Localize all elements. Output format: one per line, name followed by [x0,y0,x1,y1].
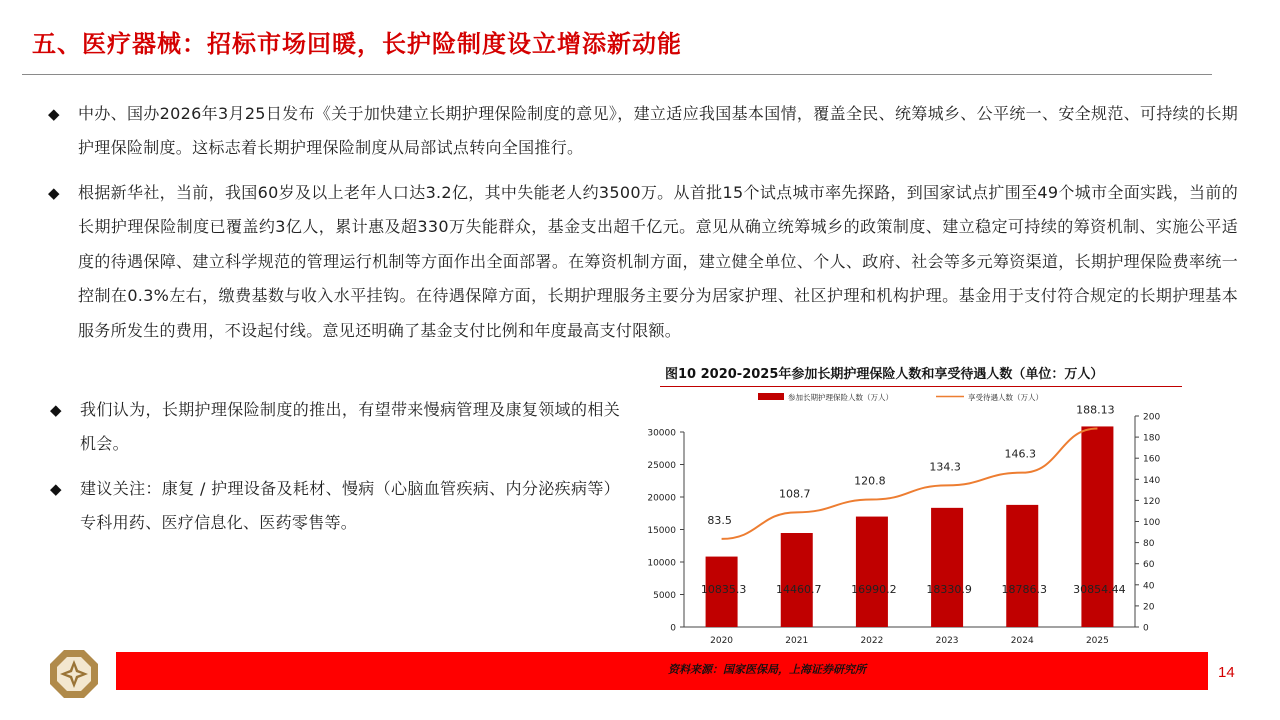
bullet-paragraph-2 [48,176,1238,348]
left-axis-tick-label: 20000 [647,493,676,504]
bar [1081,426,1113,627]
diamond-bullet-icon: ◆ [50,401,62,419]
left-axis-tick-label: 0 [670,623,676,634]
bar-data-label: 30854.44 [1073,583,1126,596]
bullet-paragraph-1 [48,97,1238,166]
footer-source: 资料来源：国家医保局，上海证券研究所 [668,663,866,676]
right-axis-tick-label: 60 [1143,560,1155,571]
line-data-label: 108.7 [779,487,811,501]
left-axis-tick-label: 5000 [653,591,676,601]
line-data-label: 134.3 [929,460,961,474]
right-axis-tick-label: 160 [1143,454,1161,465]
bullet-text-4: 建议关注：康复 / 护理设备及耗材、慢病（心脑血管疾病、内分泌疾病等）专科用药、医疗信息化、医药零售等。 [80,479,620,533]
x-axis-tick-label: 2025 [1085,636,1109,646]
bullet-paragraph-4 [50,472,620,541]
right-axis-tick-label: 100 [1143,518,1161,528]
diamond-bullet-icon: ◆ [48,105,60,123]
x-axis-tick-label: 2020 [710,636,734,646]
right-axis-tick-label: 80 [1143,539,1155,550]
bar-data-label: 18786.3 [1001,583,1047,596]
left-axis-tick-label: 25000 [647,461,676,471]
bar-data-label: 14460.7 [776,583,822,596]
bar-data-label: 10835.3 [700,583,747,596]
bullet-paragraph-3 [50,393,620,462]
legend-bar-swatch [758,393,784,400]
legend-bar-label: 参加长期护理保险人数（万人） [788,393,893,402]
bar-data-label: 18330.9 [926,583,972,596]
octagon-logo-icon [48,648,100,700]
line-data-label: 83.5 [707,513,732,527]
footer-bar [116,652,1208,690]
left-axis-tick-label: 15000 [647,526,676,536]
bar [856,517,888,627]
line-data-label: 120.8 [854,474,886,488]
bar-data-label: 16990.2 [851,583,897,596]
line-series [722,429,1098,539]
bullet-text-3: 我们认为，长期护理保险制度的推出，有望带来慢病管理及康复领域的相关机会。 [80,400,620,454]
chart-title: 图10 2020-2025年参加长期护理保险人数和享受待遇人数（单位：万人） [665,367,1104,382]
legend-line-label: 享受待遇人数（万人） [968,393,1043,402]
right-axis-tick-label: 140 [1143,475,1161,486]
right-axis-tick-label: 0 [1143,623,1149,634]
page-number: 14 [1218,664,1235,681]
right-axis-tick-label: 200 [1143,412,1161,423]
title-divider [22,74,1212,75]
right-axis-tick-label: 180 [1143,433,1161,444]
diamond-bullet-icon: ◆ [50,480,62,498]
left-axis-tick-label: 30000 [647,428,676,439]
bullet-text-2: 根据新华社，当前，我国60岁及以上老年人口达3.2亿，其中失能老人约3500万。从首批15个试点城市率先探路，到国家试点扩围至49个城市全面实践，当前的长期护理保险制度已覆盖约3亿人，累计惠及超330万失能群众，基金支出超千亿元。意见从确立统筹城乡的政策制度、建立稳定可持续的筹资机制、实施公平适度的待遇保障、建立科学规范的管理运行机制等方面作出全面部署。在筹资机制方面，建立健全单位、个人、政府、社会等多元筹资渠道，长期护理保险费率统一控制在0.3%左右，缴费基数与收入水平挂钩。在待遇保障方面，长期护理服务主要分为居家护理、社区护理和机构护理。基金用于支付符合规定的长期护理基本服务所发生的费用，不设起付线。意见还明确了基金支付比例和年度最高支付限额。 [78,183,1238,340]
right-axis-tick-label: 40 [1143,581,1155,592]
line-data-label: 146.3 [1004,447,1036,461]
combo-chart [630,388,1190,650]
left-axis-tick-label: 10000 [647,558,676,569]
line-data-label: 188.13 [1076,403,1115,417]
x-axis-tick-label: 2023 [935,636,959,646]
x-axis-tick-label: 2024 [1010,636,1034,646]
right-axis-tick-label: 120 [1143,496,1161,507]
bar [1006,505,1038,627]
x-axis-tick-label: 2021 [785,636,809,646]
x-axis-tick-label: 2022 [860,636,884,646]
slide-title: 五、医疗器械：招标市场回暖，长护险制度设立增添新动能 [32,30,682,58]
bar [781,533,813,627]
bullet-text-1: 中办、国办2026年3月25日发布《关于加快建立长期护理保险制度的意见》，建立适应我国基本国情，覆盖全民、统筹城乡、公平统一、安全规范、可持续的长期护理保险制度。这标志着长期护理保险制度从局部试点转向全国推行。 [78,104,1238,158]
right-axis-tick-label: 20 [1143,602,1155,613]
diamond-bullet-icon: ◆ [48,184,60,202]
chart-title-divider [660,386,1182,387]
bar [931,508,963,627]
